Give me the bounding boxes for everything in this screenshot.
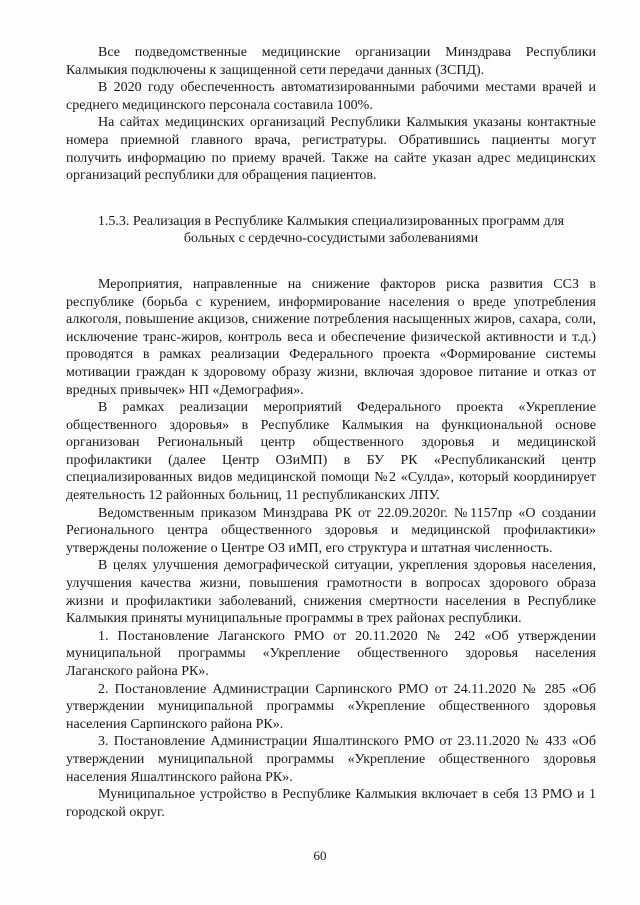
paragraph-workstations: В 2020 году обеспеченность автоматизированными рабочими местами врачей и среднего медицинского персонала составила 100%. (66, 80, 596, 113)
paragraph-order: Ведомственным приказом Минздрава РК от 22.09.2020г. №1157пр «О создании Регионального центра общественного здоровья и медицинской профилактики» утверждены положение о Центре ОЗ иМП, его структура и штатная численность. (66, 505, 596, 556)
page-content (66, 44, 596, 821)
paragraph-municipal-structure: Муниципальное устройство в Республике Калмыкия включает в себя 13 РМО и 1 городской округ. (66, 787, 596, 820)
page-number: 60 (313, 848, 327, 863)
paragraph-municipal-programs: В целях улучшения демографической ситуации, укрепления здоровья населения, улучшения качества жизни, повышения грамотности в вопросах здорового образа жизни и профилактики заболеваний, снижения смертности населения в Республике Калмыкия приняты муниципальные программы в трех районах республики. (66, 558, 596, 627)
paragraph-public-health-center: В рамках реализации мероприятий Федерального проекта «Укрепление общественного здоровья» в Республике Калмыкия на функциональной основе организован Региональный центр общественного здоровья и медицинской профилактики (далее Центр ОЗиМП) в БУ РК «Республиканский центр специализированных видов медицинской помощи №2 «Сулда», который координирует деятельность 12 районных больниц, 11 республиканских ЛПУ. (66, 400, 596, 504)
paragraph-risk-factors: Мероприятия, направленные на снижение факторов риска развития ССЗ в республике (борьба с курением, информирование населения о вреде употребления алкоголя, повышение акцизов, снижение потребления насыщенных жиров, сахара, соли, исключение транс-жиров, контроль веса и обеспечение физической активности и т.д.) проводятся в рамках реализации Федерального проекта «Формирование системы мотивации граждан к здоровому образу жизни, включая здоровое питание и отказ от вредных привычек» НП «Демография». (66, 276, 596, 398)
paragraph-websites: На сайтах медицинских организаций Республики Калмыкия указаны контактные номера приемной главного врача, регистратуры. Обратившись пациенты могут получить информацию по приему врачей. Также на сайте указан адрес медицинских организаций республики для обращения пациентов. (66, 115, 596, 184)
list-item-sarpa: 2. Постановление Администрации Сарпинского РМО от 24.11.2020 № 285 «Об утверждении муниципальной программы «Укрепление общественного здоровья населения Сарпинского района РК». (66, 681, 596, 732)
section-heading: 1.5.3. Реализация в Республике Калмыкия специализированных программ для больных с сердечно-сосудистыми заболеваниями (97, 213, 565, 247)
paragraph-zspd: Все подведомственные медицинские организации Минздрава Республики Калмыкия подключены к защищенной сети передачи данных (ЗСПД). (66, 45, 596, 78)
list-item-yashalta: 3. Постановление Администрации Яшалтинского РМО от 23.11.2020 № 433 «Об утверждении муниципальной программы «Укрепление общественного здоровья населения Яшалтинского района РК». (66, 734, 596, 785)
list-item-lagan: 1. Постановление Лаганского РМО от 20.11.2020 № 242 «Об утверждении муниципальной программы «Укрепление общественного здоровья населения Лаганского района РК». (66, 628, 596, 679)
